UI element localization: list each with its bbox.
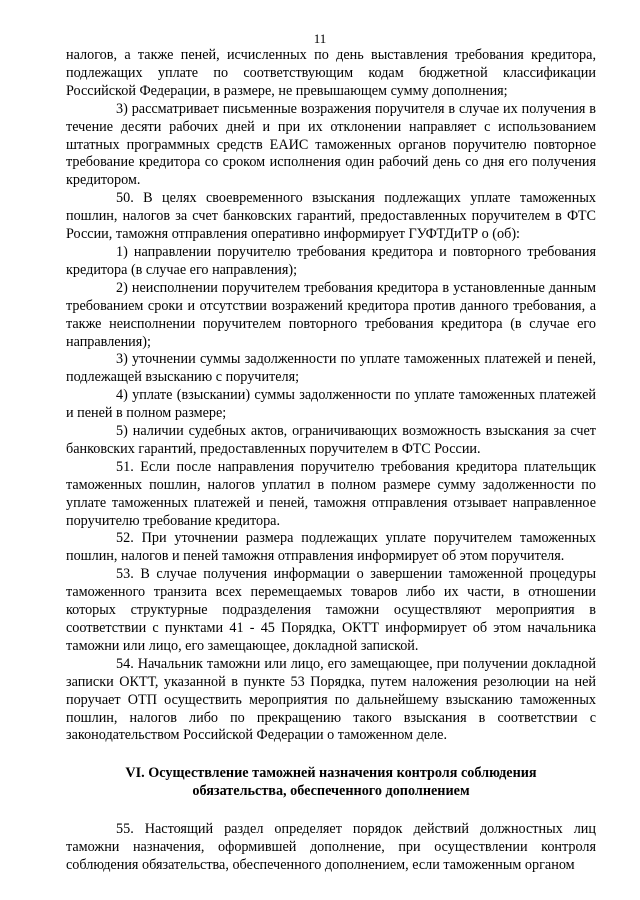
- section-heading-line-2: обязательства, обеспеченного дополнением: [192, 782, 470, 799]
- paragraph-52: 52. При уточнении размера подлежащих уплате поручителем таможенных пошлин, налогов и пеней таможня отправления информирует об этом поручителя.: [66, 530, 596, 565]
- paragraph-50-item-3: 3) уточнении суммы задолженности по уплате таможенных платежей и пеней, подлежащей взысканию с поручителя;: [66, 351, 596, 386]
- paragraph-53: 53. В случае получения информации о завершении таможенной процедуры таможенного транзита всех перемещаемых товаров либо их части, в отношении которых структурные подразделения таможни осуществляют мероприятия в соответствии с пунктами 41 - 45 Порядка, ОКТТ информирует об этом начальника таможни или лицо, его замещающее, докладной запиской.: [66, 566, 596, 654]
- page-number: 11: [313, 31, 327, 46]
- paragraph-50-item-5: 5) наличии судебных актов, ограничивающих возможность взыскания за счет банковских гарантий, предоставленных поручителем в ФТС России.: [66, 423, 596, 457]
- document-body: [66, 47, 596, 875]
- paragraph-50-item-1: 1) направлении поручителю требования кредитора и повторного требования кредитора (в случае его направления);: [66, 243, 596, 278]
- paragraph-50-item-2: 2) неисполнении поручителем требования кредитора в установленные данным требованием сроки и отсутствии возражений кредитора против данного требования, а также неисполнении поручителем повторного требования кредитора (в случае его направления);: [66, 279, 596, 350]
- section-heading-line-1: VI. Осуществление таможней назначения контроля соблюдения: [125, 765, 537, 782]
- paragraph-item-3: 3) рассматривает письменные возражения поручителя в случае их получения в течение десяти рабочих дней и при их отклонении направляет с использованием штатных программных средств ЕАИС таможенных органов поручителю повторное требование кредитора со сроком исполнения один рабочий день со дня его получения кредитором.: [66, 100, 596, 189]
- paragraph-50-item-4: 4) уплате (взыскании) суммы задолженности по уплате таможенных платежей и пеней в полном размере;: [66, 387, 596, 422]
- paragraph-54: 54. Начальник таможни или лицо, его замещающее, при получении докладной записки ОКТТ, указанной в пункте 53 Порядка, путем наложения резолюции на ней поручает ОТП осуществить мероприятия по дальнейшему взысканию таможенных пошлин, налогов либо по прекращению такого взыскания в соответствии с законодательством Российской Федерации о таможенном деле.: [66, 655, 596, 744]
- paragraph-55: 55. Настоящий раздел определяет порядок действий должностных лиц таможни назначения, оформившей дополнение, при осуществлении контроля соблюдения обязательства, обеспеченного дополнением, если таможенным органом: [66, 821, 596, 874]
- paragraph-continuation: налогов, а также пеней, исчисленных по день выставления требования кредитора, подлежащих уплате по соответствующим кодам бюджетной классификации Российской Федерации, в размере, не превышающем сумму дополнения;: [66, 47, 596, 99]
- section-heading: [66, 765, 596, 800]
- paragraph-51: 51. Если после направления поручителю требования кредитора плательщик таможенных пошлин, налогов уплатил в полном размере сумму задолженности по уплате таможенных платежей и пеней, таможня отправления отзывает направленное поручителю требование кредитора.: [66, 458, 596, 529]
- paragraph-50: 50. В целях своевременного взыскания подлежащих уплате таможенных пошлин, налогов за счет банковских гарантий, предоставленных поручителем в ФТС России, таможня отправления оперативно информирует ГУФТДиТР о (об):: [66, 190, 596, 243]
